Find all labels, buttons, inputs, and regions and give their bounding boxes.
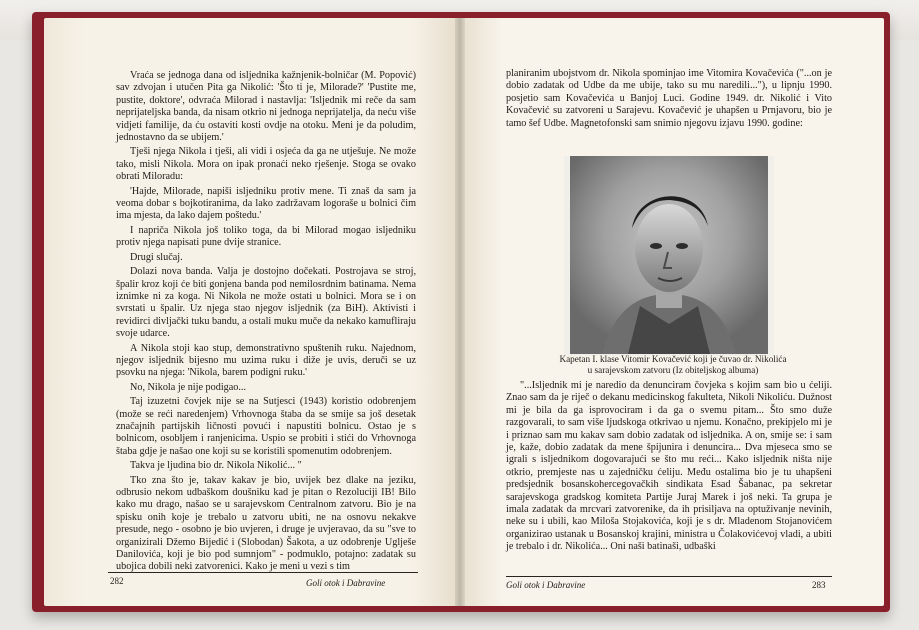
paragraph: Dolazi nova banda. Valja je dostojno dočekati. Postrojava se stroj, špalir kroz koji će biti gonjena banda pod nemilosrdnim batinama. Nema iznimke ni za koga. Ni Nikola ne može ostati u bolnici. Mora se i on svrstati u špalir. Uz njega stao njegov isljednik (za BiH). Aktivisti i revidirci divljački tuku bandu, a ostali muku muče da nekako kamufliraju svoje udarce. bbox=[116, 266, 416, 340]
right-page-top-text bbox=[506, 68, 832, 132]
paragraph: Tješi njega Nikola i tješi, ali vidi i osjeća da ga ne utješuje. Ne može tako, misli Nikola. Mora on ipak pronaći neko rješenje. Stoga se ovako obrati Miloradu: bbox=[116, 146, 416, 183]
caption-line: Kapetan I. klase Vitomir Kovačević koji je čuvao dr. Nikolića bbox=[559, 354, 787, 364]
paragraph: A Nikola stoji kao stup, demonstrativno spuštenih ruku. Najednom, njegov isljednik bijesno mu uzima ruku i diže je uvis, deruči se uz psovku na njega: 'Nikola, barem podigni ruku.' bbox=[116, 342, 416, 379]
right-page-bottom-text bbox=[506, 380, 832, 556]
page-number: 283 bbox=[812, 580, 826, 590]
footer-rule bbox=[108, 572, 418, 573]
portrait-photo bbox=[570, 156, 768, 354]
footer-rule bbox=[506, 576, 832, 577]
page-number: 282 bbox=[110, 576, 124, 586]
caption-line: u sarajevskom zatvoru (Iz obiteljskog albuma) bbox=[587, 365, 759, 375]
photo-caption bbox=[508, 354, 838, 376]
paragraph: planiranim ubojstvom dr. Nikola spominjao ime Vitomira Kovačevića ("...on je dobio zadatak od Udbe da me ubije, tako su mu naredili..."), u lipnju 1990. posjetio sam Kovačevića u Banjoj Luci. Godine 1949. dr. Nikolić i Vito Kovačević su zatvoreni u Sarajevu. Kovačević je uhapšen u Prnjavoru, bio je tamo šef Udbe. Magnetofonski sam snimio njegovu izjavu 1990. godine: bbox=[506, 68, 832, 129]
paragraph: No, Nikola je nije podigao... bbox=[130, 381, 247, 393]
running-footer: Goli otok i Dabravine bbox=[506, 580, 586, 590]
paragraph: Takva je ljudina bio dr. Nikola Nikolić... " bbox=[130, 460, 302, 472]
left-page-text bbox=[116, 70, 416, 576]
paragraph: Drugi slučaj. bbox=[130, 251, 183, 263]
running-footer: Goli otok i Dabravine bbox=[306, 578, 386, 588]
paragraph: I napriča Nikola još toliko toga, da bi Milorad mogao isljedniku protiv njega napisati pune dvije stranice. bbox=[116, 224, 416, 249]
portrait-photo-frame bbox=[564, 156, 774, 356]
book-gutter bbox=[455, 18, 465, 606]
paragraph: Vraća se jednoga dana od isljednika kažnjenik-bolničar (M. Popović) sav zdvojan i utučen Pita ga Nikolić: 'Što ti je, Milorade?' 'Pustite me, pustite, doktore', odvraća Milorad i nastavlja: 'Isljednik mi reče da sam neprijateljska banda, da nisam otkrio ni jednoga neprijatelja, da neću više vidjeti familije, da ću ostaviti kosti ovdje na otoku. Meni je da poludim, jednostavno da se ubijem.' bbox=[116, 70, 416, 144]
left-page bbox=[44, 18, 460, 606]
paragraph: "...Isljednik mi je naredio da denunciram čovjeka s kojim sam bio u ćeliji. Znao sam da je riječ o dekanu medicinskog fakulteta, Nikoli Nikoliću. Dužnost mi je bila da ga isprovociram i da ga o svemu pitam... Što smo duže razgovarali, to sam više ljudskoga otkrivao u njemu. Konačno, prekipjelo mi je i priznao sam mu kakav sam dobio zadatak od isljednika. A on, smije se: i sam je, kaže, dobio zadatak da mene špijunira i denuncira... Dva mjeseca smo se igrali s isljednikom dogovarajući se što mu reći... Kako isljednik ništa nije otkrio, premjeste nas u zajedničku ćeliju. Među ostalima bio je tu uhapšeni predsjednik bosanskohercegovačkih sindikata Esad Šabanac, pa sekretar sarajevskoga gradskog komiteta Partije Juraj Marek i još neki. Ta grupa je imala zadatak da mrcvari zatvorenike, da ih prisiljava na optuživanje nevinih, neke su i ubili, kao Miloša Stojakovića, koji je s dr. Mladenom Stojanovićem organizirao ustanak u Bosanskoj krajini, ministra u Čolakovićevoj vladi, a ubiti je trebalo i dr. Nikolića... Oni naši batinaši, udbaški bbox=[506, 380, 832, 553]
right-page bbox=[460, 18, 884, 606]
portrait-image bbox=[570, 156, 768, 354]
paragraph: 'Hajde, Milorade, napiši isljedniku protiv mene. Ti znaš da sam ja veoma dobar s bojkotiranima, da lako zadržavam logoraše u bolnici čim ima mjesta, da lako dajem poštedu.' bbox=[116, 185, 416, 222]
paragraph: Tko zna što je, takav kakav je bio, uvijek bez dlake na jeziku, odbrusio nekom udbaškom doušniku kad je pitan o Rezoluciji IB! Bilo kako mu drago, našao se u sarajevskom Centralnom zatvoru. Bio je na spisku onih koje je trebalo u zatvoru ubiti, ne na osnovu nekakve presude, nego - osobno je bio uvjeren, i druge je uvjeravao, da su "sve to organizirali Džemo Bijedić i (Slobodan) Šakota, a uz odobrenje Uglješe Danilovića, koji je bio pod sumnjom" - podmuklo, potajno: zadatak su ubojica dobili neki zatvorenici. Kako je meni u vezi s tim bbox=[116, 474, 416, 573]
paragraph: Taj izuzetni čovjek nije se na Sutjesci (1943) koristio odobrenjem (može se reći naredenjem) Vrhovnoga štaba da se smije sa još desetak značajnih partijskih ličnosti povući i napustiti bolnicu. Ostao je s bolnicom, osobljem i ranjenicima. Uspio se probiti i stići do Vrhovnoga štaba gdje je našao one koji su se koristili spomenutim odobrenjem. bbox=[116, 396, 416, 457]
